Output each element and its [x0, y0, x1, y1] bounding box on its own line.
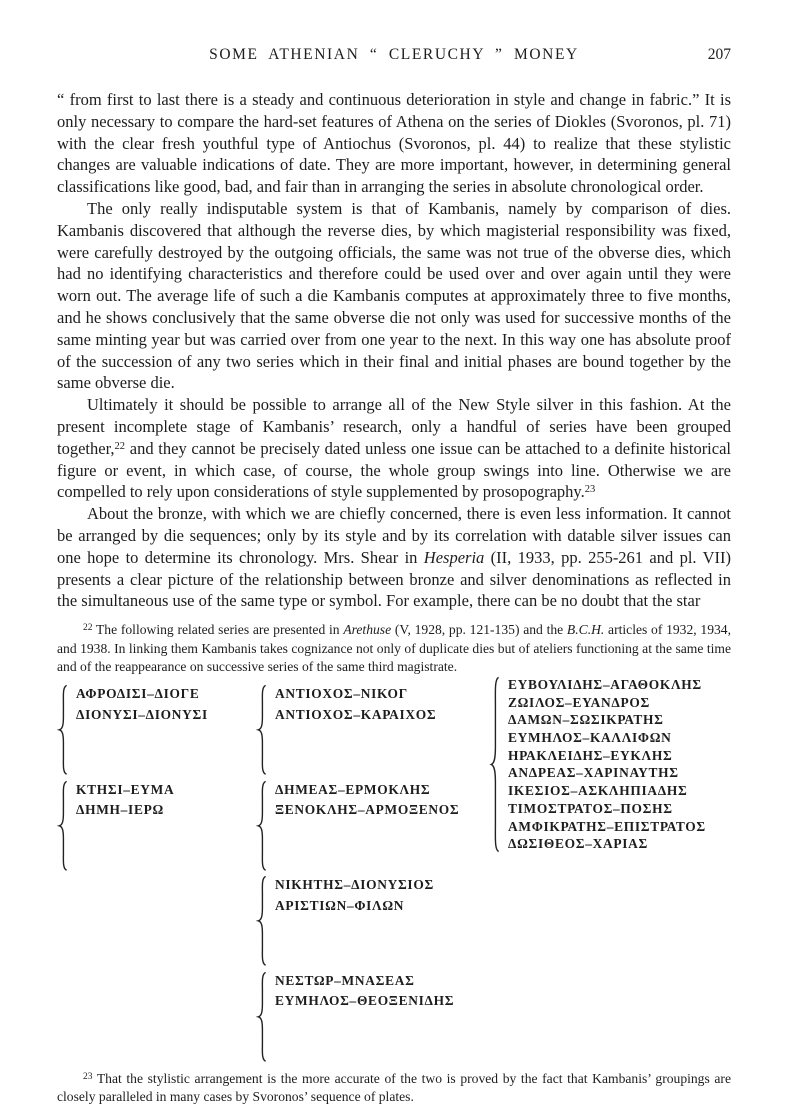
magistrate-pairs	[275, 971, 454, 1063]
footnotes-section	[57, 621, 731, 1107]
journal-title-arethuse: Arethuse	[343, 622, 392, 638]
magistrate-pairs	[275, 875, 434, 967]
brace-icon	[57, 684, 68, 776]
magistrate-group	[489, 676, 731, 853]
paragraph-3-text: Ultimately it should be possible to arrange all of the New Style silver in this fashion. At the present incomplete stage of Kambanis’ research, only a handful of series have been grouped together,	[57, 395, 731, 458]
magistrate-pair: ΑΜΦΙΚΡΑΤΗΣ–ΕΠΙΣΤΡΑΤΟΣ	[508, 818, 706, 834]
magistrate-column-3	[489, 676, 731, 857]
journal-title-bch: B.C.H.	[566, 622, 605, 638]
footnote-22	[57, 621, 731, 677]
magistrate-pair: ΔΑΜΩΝ–ΣΩΣΙΚΡΑΤΗΣ	[508, 712, 664, 728]
paragraph-3	[57, 394, 731, 503]
paragraph-2	[57, 198, 731, 394]
footnote-22-marker: 22	[83, 623, 93, 634]
brace-icon	[256, 780, 267, 872]
magistrate-pair: ΝΙΚΗΤΗΣ–ΔΙΟΝΥΣΙΟΣ	[275, 877, 434, 893]
magistrate-group	[256, 684, 489, 776]
paragraph-4-text-cont: (II, 1933, pp. 255-261 and pl. VII) presents a clear picture of the relationship between bronze and silver denominations as reflected in the simultaneous use of the same type or symbol. For example, there can be no doubt that the star	[57, 547, 732, 611]
magistrate-pair: ΑΦΡΟΔΙΣΙ–ΔΙΟΓΕ	[76, 685, 200, 701]
running-head	[57, 46, 731, 64]
magistrate-pairs	[275, 684, 436, 776]
paragraph-2-text: The only really indisputable system is that of Kambanis, namely by comparison of dies. Kambanis discovered that although the reverse dies, by which magisterial responsibility was fixed, were carefully destroyed by the outgoing officials, the same was not true of the obverse dies, which had no identifying characteristics and therefore could be used over and over again until they were worn out. The average life of such a die Kambanis computes at approximately three to five months, and he shows conclusively that the same obverse die not only was used for successive months of the same minting year but was carried over from one year to the next. In this way one has absolute proof of the succession of any two series which in their final and initial phases are bound together by the same obverse die.	[57, 198, 731, 393]
magistrate-pair: ΑΝΤΙΟΧΟΣ–ΚΑΡΑΙΧΟΣ	[275, 706, 437, 722]
magistrate-column-1	[57, 684, 256, 875]
paragraph-1	[57, 89, 731, 198]
brace-icon	[256, 875, 267, 967]
paragraph-4-text: About the bronze, with which we are chiefly concerned, there is even less information. It cannot be arranged by die sequences; only by its style and by its correlation with datable silver issues can one hope to determine its chronology. Mrs. Shear in	[57, 504, 731, 567]
magistrate-pair: ΙΚΕΣΙΟΣ–ΑΣΚΛΗΠΙΑΔΗΣ	[508, 783, 688, 799]
magistrate-pair: ΕΥΜΗΛΟΣ–ΘΕΟΞΕΝΙΔΗΣ	[275, 993, 455, 1009]
brace-icon	[489, 676, 500, 853]
magistrate-pair: ΝΕΣΤΩΡ–ΜΝΑΣΕΑΣ	[275, 972, 415, 988]
magistrate-pair: ΔΗΜΕΑΣ–ΕΡΜΟΚΛΗΣ	[275, 781, 431, 797]
magistrate-pair: ΔΩΣΙΘΕΟΣ–ΧΑΡΙΑΣ	[508, 836, 648, 852]
page-number: 207	[707, 46, 731, 63]
footnote-23-marker: 23	[83, 1071, 93, 1082]
magistrate-pair: ΞΕΝΟΚΛΗΣ–ΑΡΜΟΞΕΝΟΣ	[275, 802, 460, 818]
magistrate-group	[57, 684, 256, 776]
magistrate-lists	[57, 676, 731, 1067]
magistrate-pair: ΔΗΜΗ–ΙΕΡΩ	[76, 802, 164, 818]
footnote-ref-22: 22	[114, 440, 126, 452]
magistrate-pairs	[76, 780, 174, 872]
magistrate-group	[256, 971, 489, 1063]
magistrate-pair: ΤΙΜΟΣΤΡΑΤΟΣ–ΠΟΣΗΣ	[508, 800, 673, 816]
magistrate-pairs	[275, 780, 459, 872]
magistrate-group	[256, 780, 489, 872]
footnote-23-text: That the stylistic arrangement is the more accurate of the two is proved by the fact that Kambanis’ groupings are closely paralleled in many cases by Svoronos’ sequence of plates.	[57, 1070, 731, 1105]
magistrate-pair: ΖΩΙΛΟΣ–ΕΥΑΝΔΡΟΣ	[508, 694, 650, 710]
magistrate-pair: ΕΥΒΟΥΛΙΔΗΣ–ΑΓΑΘΟΚΛΗΣ	[508, 676, 702, 692]
magistrate-column-2	[256, 684, 489, 1067]
footnote-ref-23: 23	[584, 484, 596, 496]
magistrate-pair: ΑΝΤΙΟΧΟΣ–ΝΙΚΟΓ	[275, 685, 408, 701]
footnote-23	[57, 1070, 731, 1107]
paragraph-3-text-cont: and they cannot be precisely dated unless one issue can be attached to a definite historical figure or event, in which case, of course, the whole group swings into line. Otherwise we are compelled to rely upon considerations of style supplemented by prosopography.	[57, 438, 731, 502]
brace-icon	[57, 780, 68, 872]
page-title: SOME ATHENIAN “ CLERUCHY ” MONEY	[209, 46, 579, 63]
paragraph-4	[57, 503, 731, 612]
brace-icon	[256, 684, 267, 776]
magistrate-pair: ΚΤΗΣΙ–ΕΥΜΑ	[76, 781, 175, 797]
brace-icon	[256, 971, 267, 1063]
footnote-22-text-end: articles of 1932, 1934, and 1938. In linking them Kambanis takes cognizance not only of duplicate dies but of ateliers functioning at the same time and of the reappearance on successive series of the same third magistrate.	[57, 622, 731, 675]
magistrate-pairs	[508, 676, 706, 853]
journal-title-hesperia: Hesperia	[423, 547, 485, 567]
magistrate-pair: ΔΙΟΝΥΣΙ–ΔΙΟΝΥΣΙ	[76, 706, 208, 722]
magistrate-pair: ΑΝΔΡΕΑΣ–ΧΑΡΙΝΑΥΤΗΣ	[508, 765, 679, 781]
paragraph-1-text: “ from first to last there is a steady and continuous deterioration in style and change in fabric.” It is only necessary to compare the hard-set features of Athena on the series of Diokles (Svoronos, pl. 71) with the clear fresh youthful type of Antiochus (Svoronos, pl. 44) to realize that these stylistic changes are valuable indications of date. They are more important, however, in determining general classifications like good, bad, and fair than in arranging the series in absolute chronological order.	[57, 90, 731, 197]
magistrate-pair: ΗΡΑΚΛΕΙΔΗΣ–ΕΥΚΛΗΣ	[508, 747, 673, 763]
magistrate-group	[57, 780, 256, 872]
magistrate-pairs	[76, 684, 208, 776]
magistrate-group	[256, 875, 489, 967]
body-text	[57, 89, 731, 612]
footnote-22-text: The following related series are presented in	[92, 622, 344, 638]
footnote-22-text-cont: (V, 1928, pp. 121-135) and the	[391, 622, 567, 638]
magistrate-pair: ΑΡΙΣΤΙΩΝ–ΦΙΛΩΝ	[275, 897, 405, 913]
magistrate-pair: ΕΥΜΗΛΟΣ–ΚΑΛΛΙΦΩΝ	[508, 730, 672, 746]
